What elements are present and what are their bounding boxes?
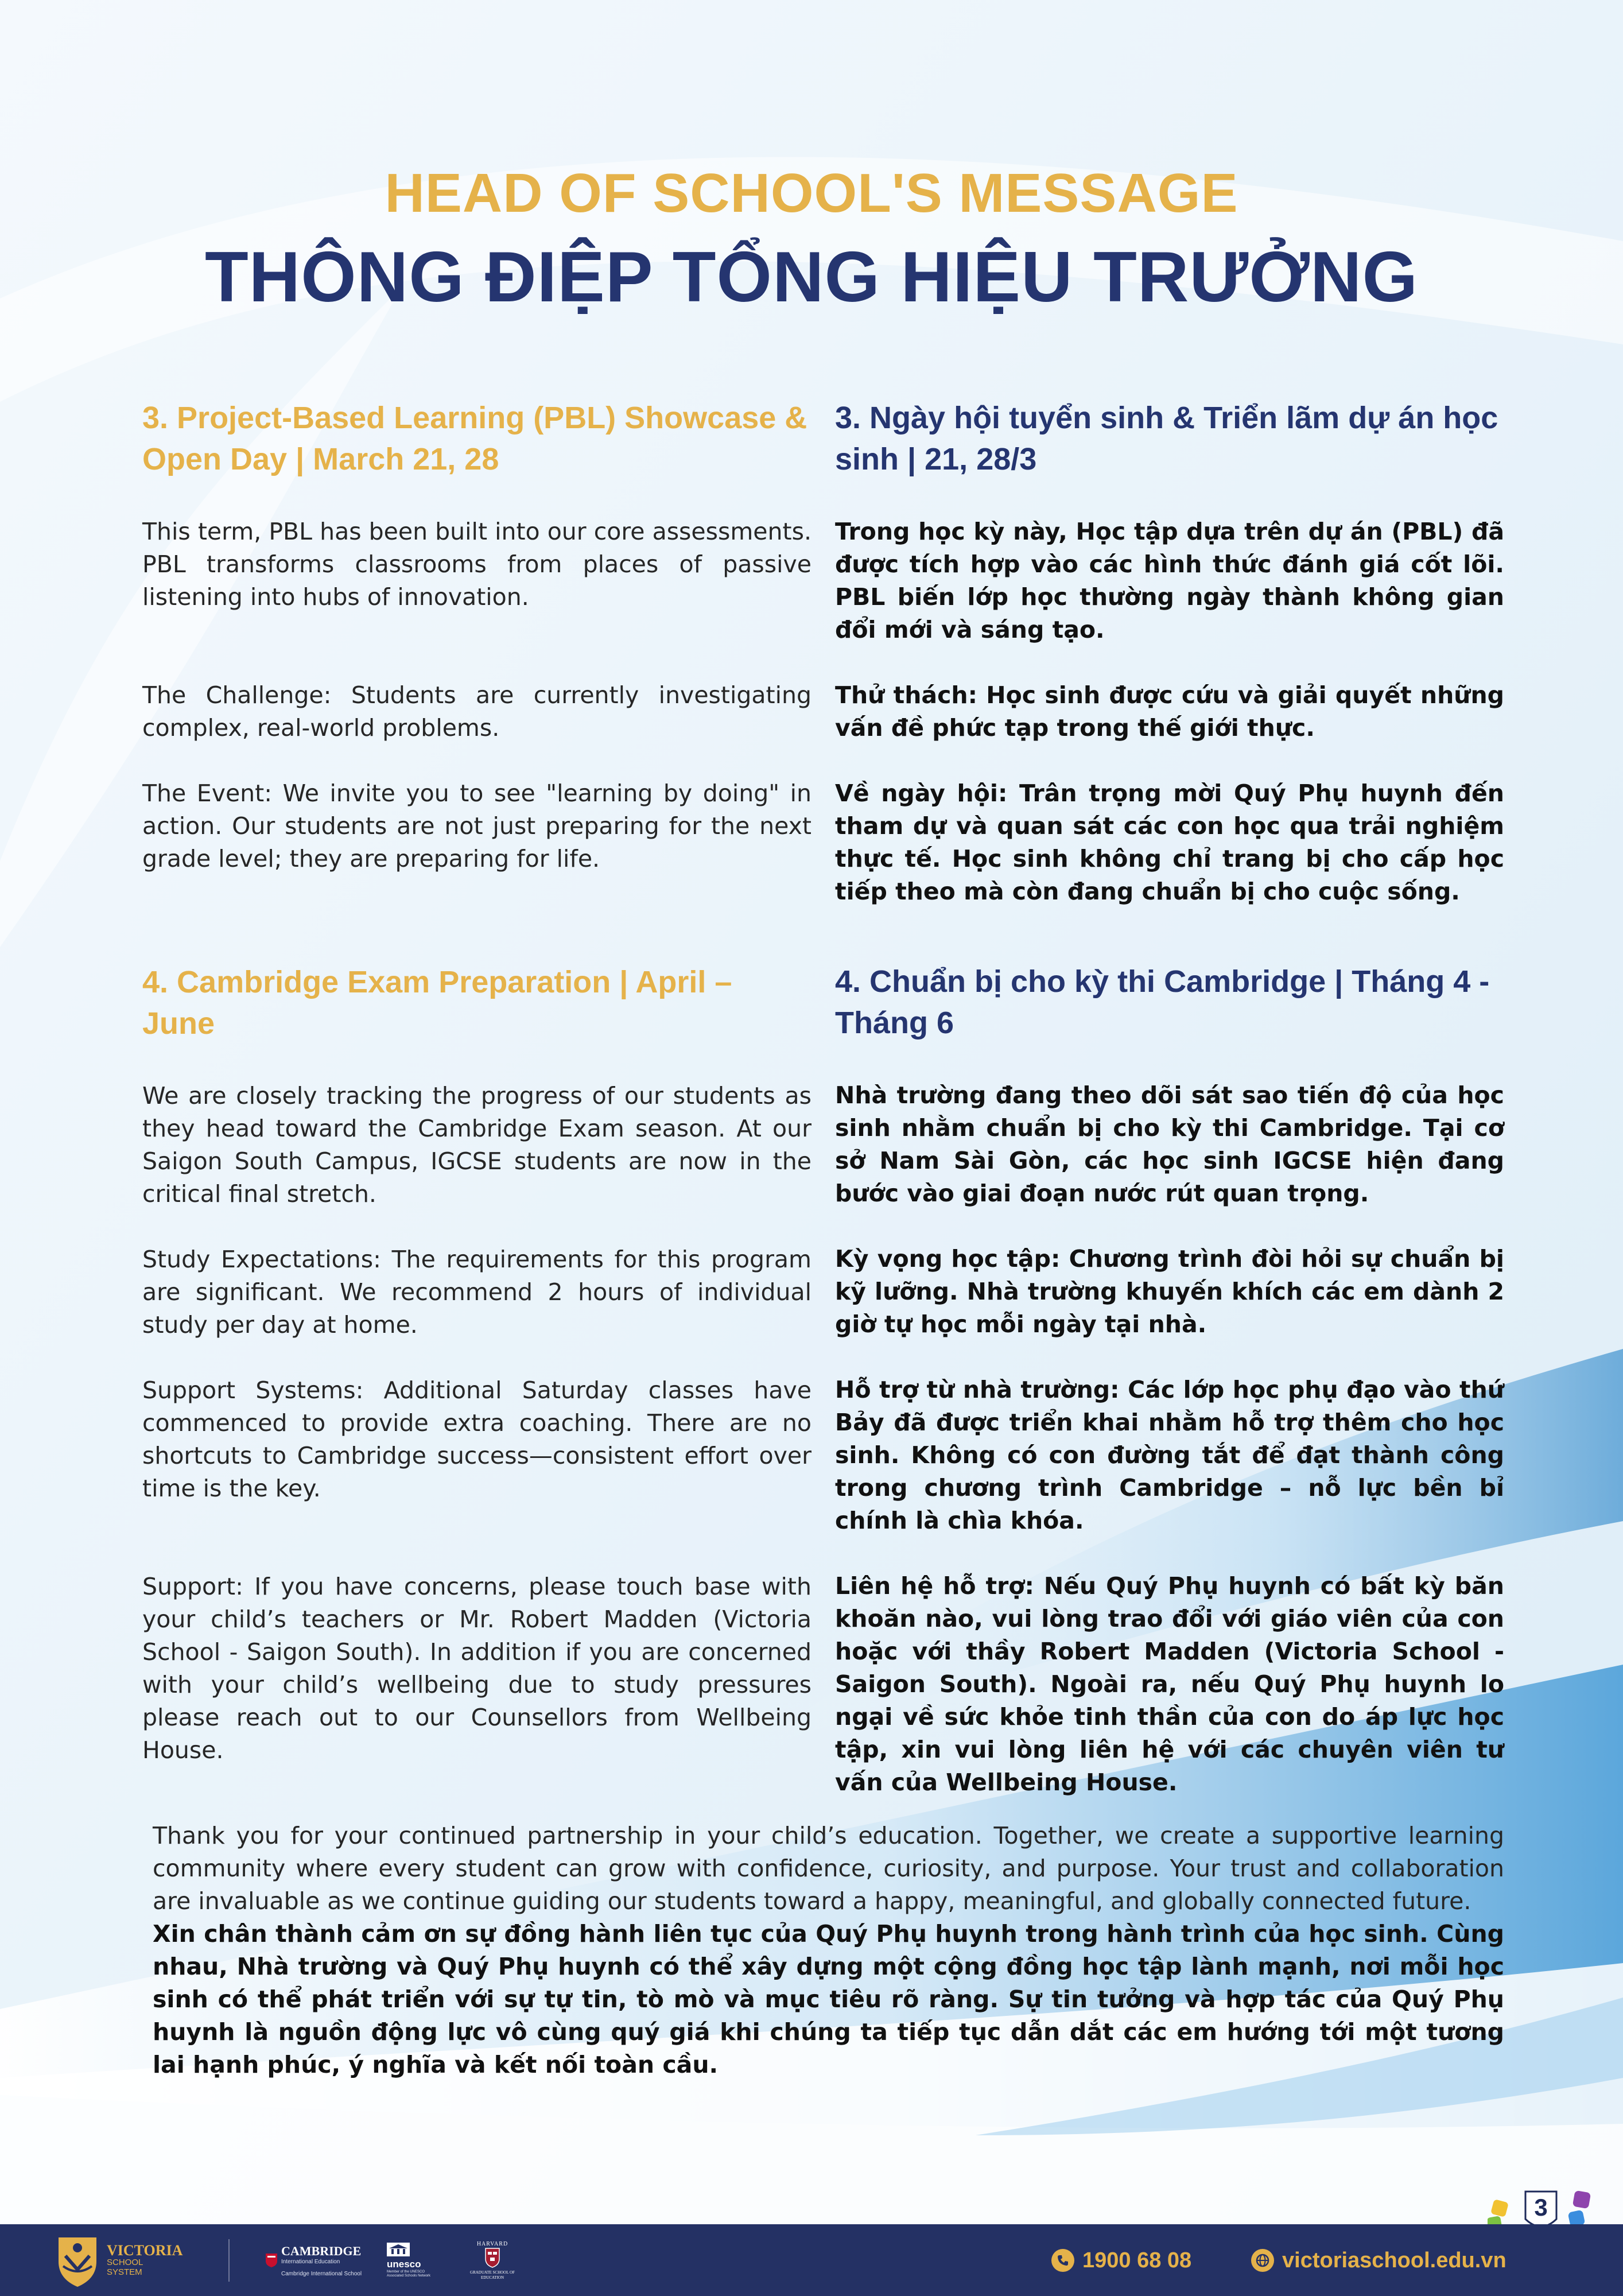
globe-icon	[1251, 2249, 1274, 2272]
cambridge-study-vi: Kỳ vọng học tập: Chương trình đòi hỏi sự chuẩn bị kỹ lưỡng. Nhà trường khuyến khích các em dành 2 giờ tự học mỗi ngày tại nhà.	[835, 1245, 1504, 1338]
cambridge-shield-icon	[265, 2253, 278, 2268]
cambridge-name: CAMBRIDGE	[281, 2244, 362, 2258]
website-url: victoriaschool.edu.vn	[1282, 2248, 1506, 2272]
harvard-sub: GRADUATE SCHOOL OF EDUCATION	[470, 2270, 515, 2280]
phone-contact[interactable]	[1051, 2246, 1191, 2275]
website-link[interactable]	[1251, 2246, 1506, 2275]
phone-number: 1900 68 08	[1082, 2248, 1192, 2272]
cambridge-section-title-en: 4. Cambridge Exam Preparation | April – June	[142, 965, 732, 1041]
victoria-logo	[55, 2232, 183, 2289]
unesco-sub: Member of the UNESCO Associated Schools Network	[387, 2270, 431, 2278]
closing-message	[153, 1820, 1504, 2081]
pbl-event-vi: Về ngày hội: Trân trọng mời Quý Phụ huynh đến tham dự và quan sát các con học qua trải nghiệm thực tế. Học sinh không chỉ trang bị cho cấp học tiếp theo mà còn đang chuẩn bị cho cuộc sống.	[835, 779, 1504, 905]
cambridge-intro-vi: Nhà trường đang theo dõi sát sao tiến độ của học sinh nhằm chuẩn bị cho kỳ thi Cambridge. Tại cơ sở Nam Sài Gòn, các học sinh IGCSE hiện đang bước vào giai đoạn nước rút quan trọng.	[835, 1081, 1504, 1207]
victoria-sub-school: SCHOOL	[107, 2258, 143, 2267]
phone-icon	[1051, 2249, 1074, 2272]
title-english: HEAD OF SCHOOL'S MESSAGE	[385, 162, 1238, 224]
cambridge-study-en: Study Expectations: The requirements for this program are significant. We recommend 2 hours of individual study per day at home.	[142, 1246, 812, 1339]
pbl-event-en: The Event: We invite you to see "learning by doing" in action. Our students are not just preparing for the next grade level; they are preparing for life.	[142, 779, 812, 872]
unesco-logo	[387, 2232, 432, 2289]
title-vietnamese: THÔNG ĐIỆP TỔNG HIỆU TRƯỞNG	[204, 238, 1419, 317]
harvard-logo	[465, 2232, 520, 2289]
footer-bar	[0, 2224, 1623, 2296]
cambridge-systems-en: Support Systems: Additional Saturday classes have commenced to provide extra coaching. There are no shortcuts to Cambridge success—consistent effort over time is the key.	[142, 1376, 812, 1502]
cambridge-intro-en: We are closely tracking the progress of our students as they head toward the Cambridge Exam season. At our Saigon South Campus, IGCSE students are now in the critical final stretch.	[142, 1082, 812, 1208]
cambridge-section-title-vi: 4. Chuẩn bị cho kỳ thi Cambridge | Tháng 4 - Tháng 6	[835, 964, 1490, 1040]
closing-vietnamese: Xin chân thành cảm ơn sự đồng hành liên tục của Quý Phụ huynh trong hành trình của học sinh. Cùng nhau, Nhà trường và Quý Phụ huynh có thể xây dựng một cộng đồng học tập lành mạnh, nơi mỗi học sinh có thể phát triển với sự tự tin, tò mò và mục tiêu rõ ràng. Sự tin tưởng và hợp tác của Quý Phụ huynh là nguồn động lực vô cùng quý giá khi chúng ta tiếp tục dẫn dắt các em hướng tới một tương lai hạnh phúc, ý nghĩa và kết nối toàn cầu.	[153, 1920, 1504, 2078]
unesco-temple-icon	[387, 2243, 410, 2256]
page-number: 3	[1534, 2194, 1548, 2221]
victoria-crest-icon	[55, 2233, 100, 2288]
unesco-name: unesco	[387, 2259, 421, 2270]
pbl-section-title-vi: 3. Ngày hội tuyển sinh & Triển lãm dự án học sinh | 21, 28/3	[835, 401, 1498, 476]
section-spacer	[142, 875, 812, 961]
victoria-sub-system: SYSTEM	[107, 2267, 142, 2277]
pbl-intro-en: This term, PBL has been built into our core assessments. PBL transforms classrooms from places of passive listening into hubs of innovation.	[142, 518, 812, 611]
victoria-name: VICTORIA	[107, 2242, 183, 2259]
cambridge-support-en: Support: If you have concerns, please touch base with your child’s teachers or Mr. Robert Madden (Victoria School - Saigon South). In addition if you are concerned with your child’s wellbeing due to study pressures please reach out to our Counsellors from Wellbeing House.	[142, 1573, 812, 1764]
closing-english: Thank you for your continued partnership in your child’s education. Together, we create a supportive learning community where every student can grow with confidence, curiosity, and purpose. Your trust and collaboration are invaluable as we continue guiding our students toward a happy, meaningful, and globally connected future.	[153, 1822, 1504, 1915]
footer-divider	[228, 2239, 230, 2282]
pbl-challenge-en: The Challenge: Students are currently investigating complex, real-world problems.	[142, 681, 812, 742]
cambridge-systems-vi: Hỗ trợ từ nhà trường: Các lớp học phụ đạo vào thứ Bảy đã được triển khai nhằm hỗ trợ thêm cho học sinh. Không có con đường tắt để đạt thành công trong chương trình Cambridge – nỗ lực bền bỉ chính là chìa khóa.	[835, 1376, 1504, 1534]
vietnamese-column	[835, 397, 1504, 1799]
harvard-shield-icon	[465, 2247, 520, 2268]
section-spacer	[835, 908, 1504, 961]
cambridge-sub: International Education	[281, 2259, 340, 2265]
english-column	[142, 397, 812, 1767]
pbl-section-title-en: 3. Project-Based Learning (PBL) Showcase & Open Day | March 21, 28	[142, 401, 807, 476]
cambridge-sub-school: Cambridge International School	[281, 2271, 362, 2277]
cambridge-logo	[265, 2232, 362, 2289]
pbl-intro-vi: Trong học kỳ này, Học tập dựa trên dự án (PBL) đã được tích hợp vào các hình thức đánh giá cốt lõi. PBL biến lớp học thường ngày thành không gian đổi mới và sáng tạo.	[835, 518, 1504, 643]
harvard-name: HARVARD	[476, 2240, 508, 2247]
cambridge-support-vi: Liên hệ hỗ trợ: Nếu Quý Phụ huynh có bất kỳ băn khoăn nào, vui lòng trao đổi với giáo viên của con hoặc với thầy Robert Madden (Victoria School - Saigon South). Ngoài ra, nếu Quý Phụ huynh lo ngại về sức khỏe tinh thần của con do áp lực học tập, xin vui lòng liên hệ với các chuyên viên tư vấn của Wellbeing House.	[835, 1572, 1504, 1796]
pbl-challenge-vi: Thử thách: Học sinh được cứu và giải quyết những vấn đề phức tạp trong thế giới thực.	[835, 681, 1504, 742]
